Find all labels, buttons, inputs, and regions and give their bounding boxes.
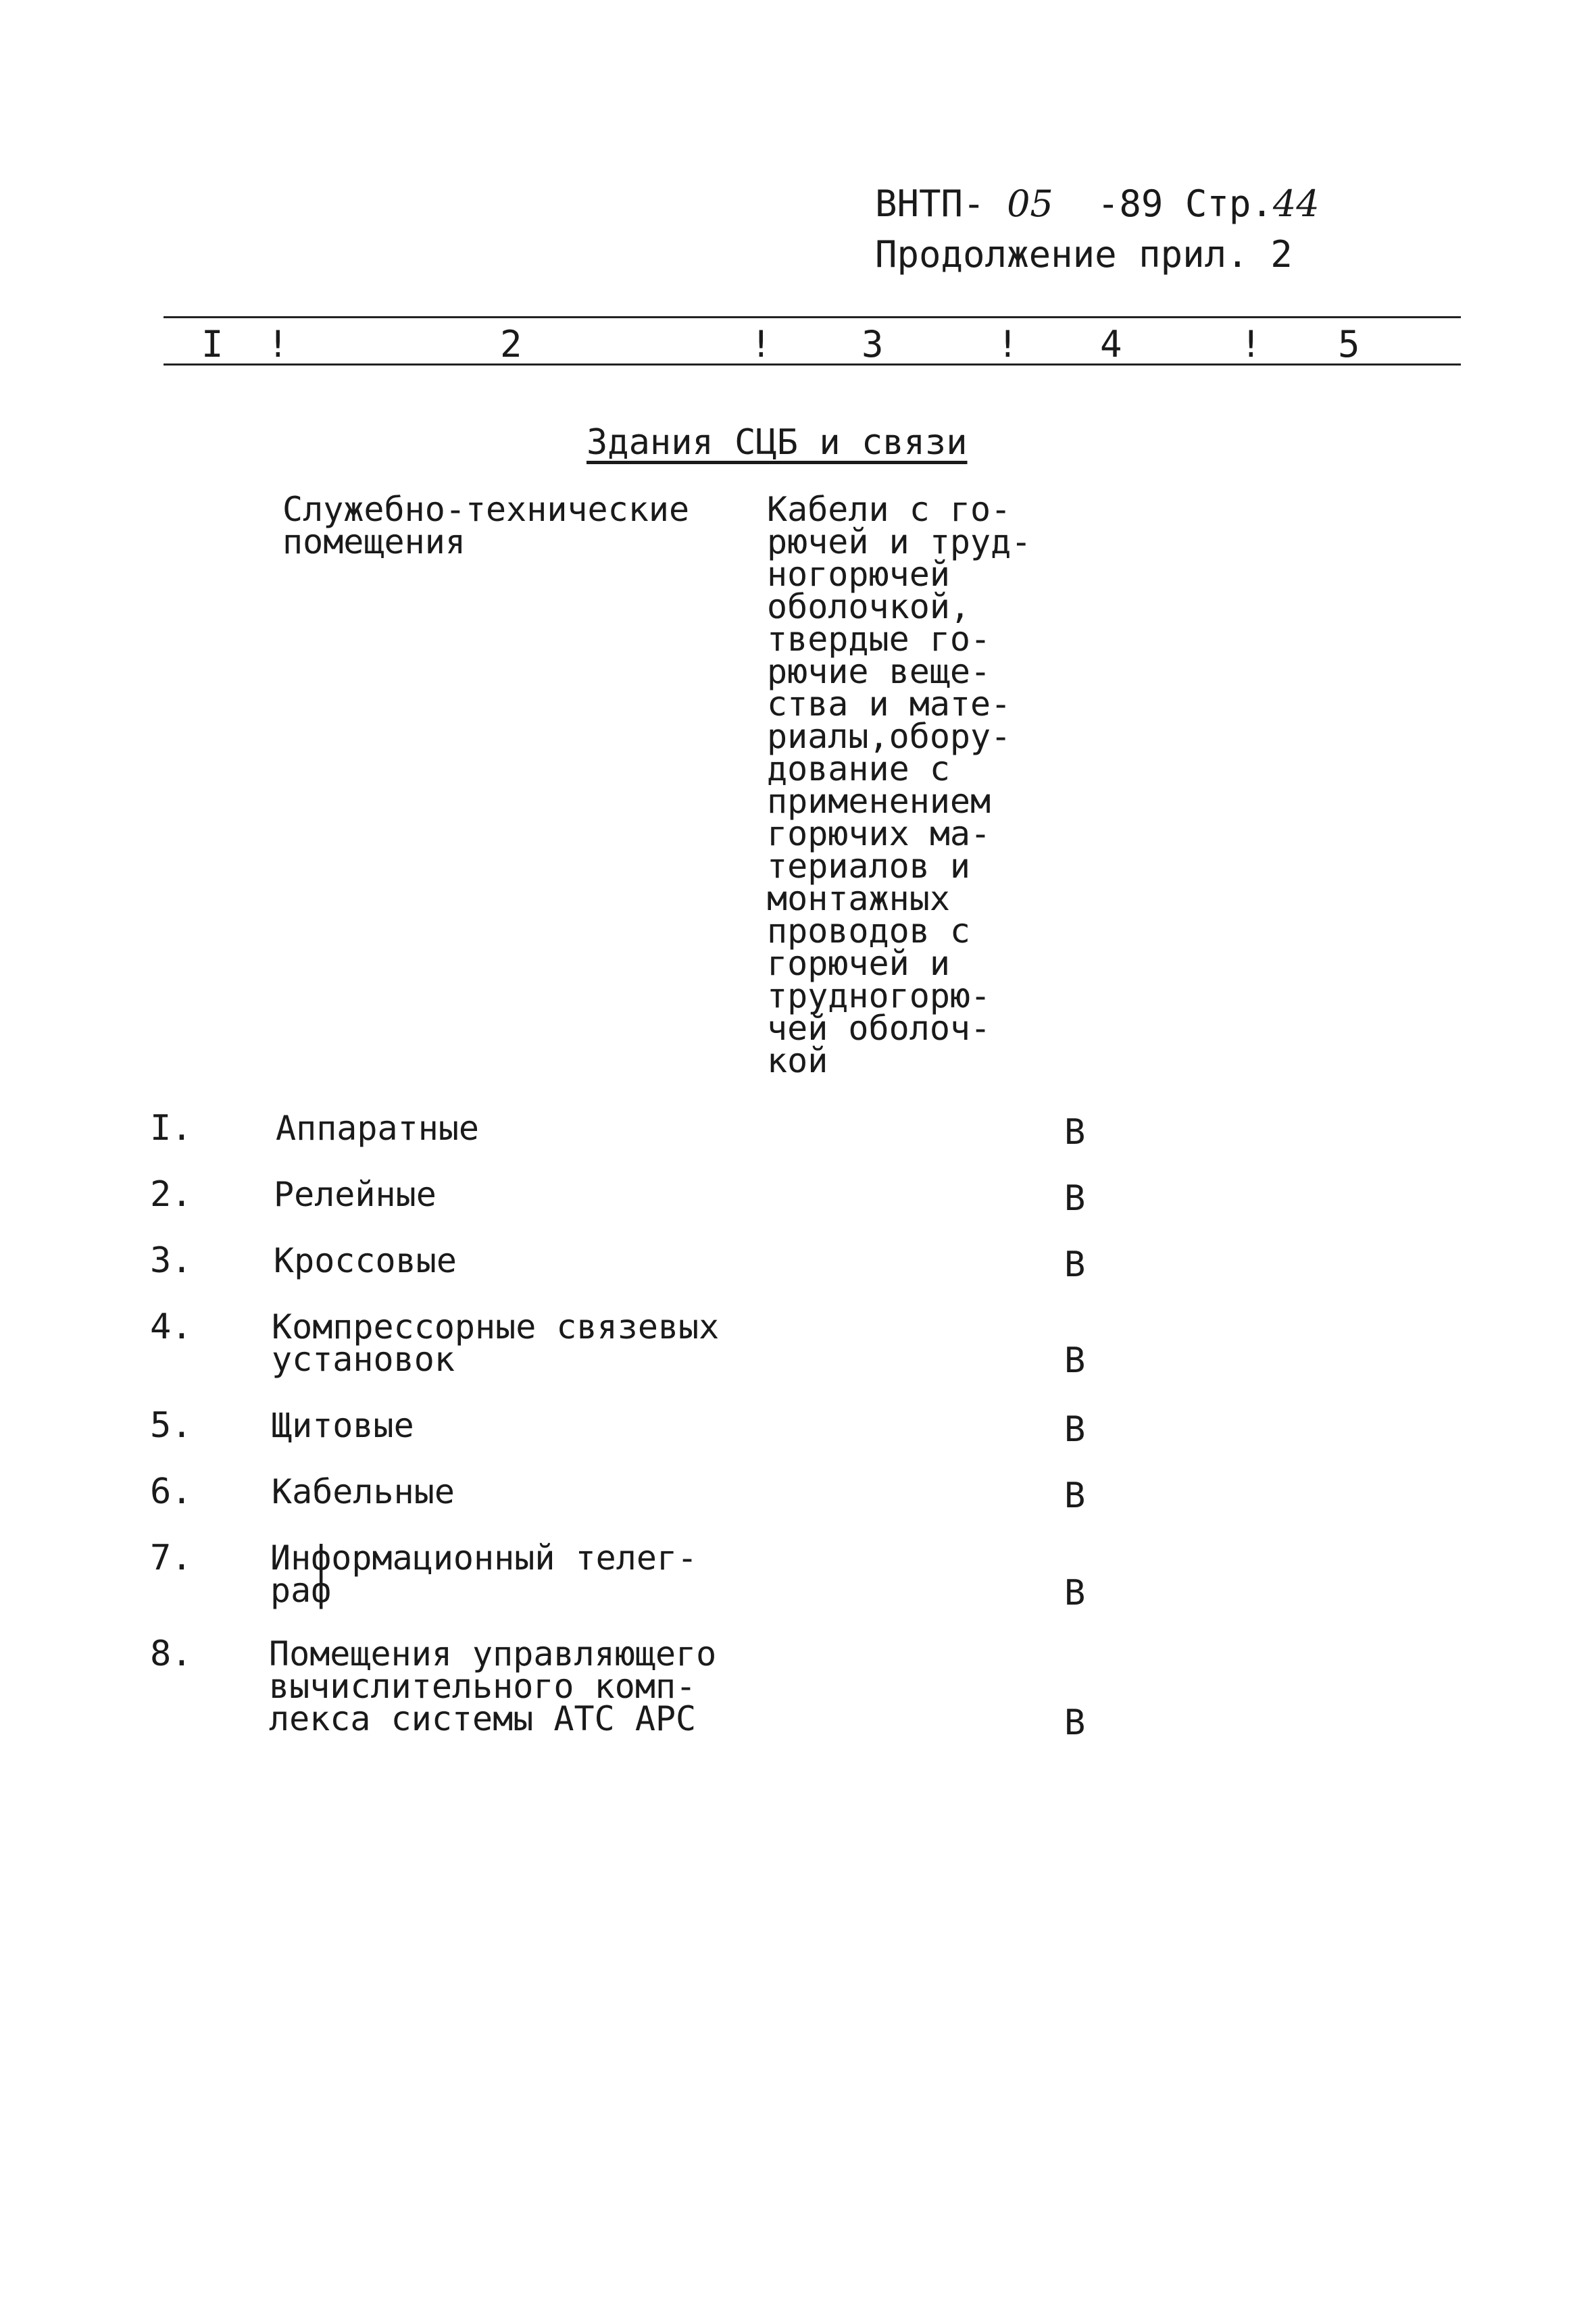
materials-line: монтажных xyxy=(767,879,950,918)
fire-category: В xyxy=(1064,1340,1086,1381)
room-name-line: вычислительного комп- xyxy=(269,1667,697,1706)
fire-category: В xyxy=(1064,1112,1086,1153)
room-name: Кабельные xyxy=(272,1472,455,1511)
materials-line: трудногорю- xyxy=(767,976,991,1015)
section-title: Здания СЦБ и связи xyxy=(587,422,968,463)
room-name xyxy=(269,1634,717,1738)
room-name-line: раф xyxy=(270,1571,332,1610)
materials-line: териалов и xyxy=(767,847,971,886)
materials-line: рючей и труд- xyxy=(767,522,1032,561)
row-number: 7. xyxy=(150,1538,193,1578)
fire-category: В xyxy=(1064,1703,1086,1743)
column-header-4: 4 xyxy=(1100,323,1122,366)
table-top-rule xyxy=(164,316,1461,318)
materials-line: горючей и xyxy=(767,944,950,983)
fire-category: В xyxy=(1064,1409,1086,1450)
materials-line: горючих ма- xyxy=(767,814,991,853)
table-bottom-rule xyxy=(164,363,1461,366)
row-number: 2. xyxy=(150,1174,193,1215)
materials-line: рючие веще- xyxy=(767,652,991,691)
column-separator: ! xyxy=(1240,323,1262,366)
group-name-line: Служебно-технические xyxy=(282,490,690,529)
materials-line: риалы,обору- xyxy=(767,717,1012,756)
column-separator: ! xyxy=(267,323,289,366)
column-header-3: 3 xyxy=(862,323,884,366)
doc-code-number: 05 xyxy=(1007,182,1053,225)
room-name xyxy=(272,1307,720,1379)
room-name xyxy=(270,1538,698,1610)
room-name-line: лекса системы АТС АРС xyxy=(269,1699,697,1738)
page-number: 44 xyxy=(1272,182,1320,225)
materials-line: ногорючей xyxy=(767,555,950,594)
group-name xyxy=(282,490,690,561)
column-separator: ! xyxy=(750,323,772,366)
document-code xyxy=(875,182,1320,225)
materials-line: применением xyxy=(767,782,991,821)
materials-line: оболочкой, xyxy=(767,587,971,626)
row-number: I. xyxy=(150,1108,193,1149)
materials-line: дование с xyxy=(767,749,950,788)
column-header-1: I xyxy=(201,323,224,366)
row-number: 5. xyxy=(150,1405,193,1446)
row-number: 4. xyxy=(150,1307,193,1347)
fire-category: В xyxy=(1064,1476,1086,1516)
room-name-line: Информационный телег- xyxy=(270,1538,698,1578)
room-name-line: Помещения управляющего xyxy=(269,1634,717,1674)
row-number: 6. xyxy=(150,1472,193,1512)
room-name: Релейные xyxy=(274,1175,437,1214)
room-name: Щитовые xyxy=(272,1406,414,1445)
materials-line: чей оболоч- xyxy=(767,1009,991,1048)
fire-category: В xyxy=(1064,1573,1086,1613)
room-name: Кроссовые xyxy=(274,1241,457,1280)
row-number: 8. xyxy=(150,1634,193,1674)
doc-code-prefix: ВНТП- xyxy=(875,182,985,225)
row-number: 3. xyxy=(150,1240,193,1281)
column-header-5: 5 xyxy=(1338,323,1360,366)
room-name-line: Компрессорные связевых xyxy=(272,1307,720,1347)
materials-line: ства и мате- xyxy=(767,684,1012,724)
materials-line: Кабели с го- xyxy=(767,490,1012,529)
materials-line: проводов с xyxy=(767,911,971,951)
fire-category: В xyxy=(1064,1178,1086,1219)
doc-code-suffix: -89 Стр. xyxy=(1097,182,1273,225)
group-name-line: помещения xyxy=(282,522,466,561)
materials-line: твердые го- xyxy=(767,620,991,659)
room-name-line: установок xyxy=(272,1340,455,1379)
column-header-2: 2 xyxy=(500,323,522,366)
room-name: Аппаратные xyxy=(276,1109,480,1148)
fire-category: В xyxy=(1064,1244,1086,1285)
column-separator: ! xyxy=(997,323,1019,366)
materials-line: кой xyxy=(767,1041,828,1080)
continuation-note: Продолжение прил. 2 xyxy=(875,233,1293,276)
materials-description xyxy=(767,490,1032,1080)
